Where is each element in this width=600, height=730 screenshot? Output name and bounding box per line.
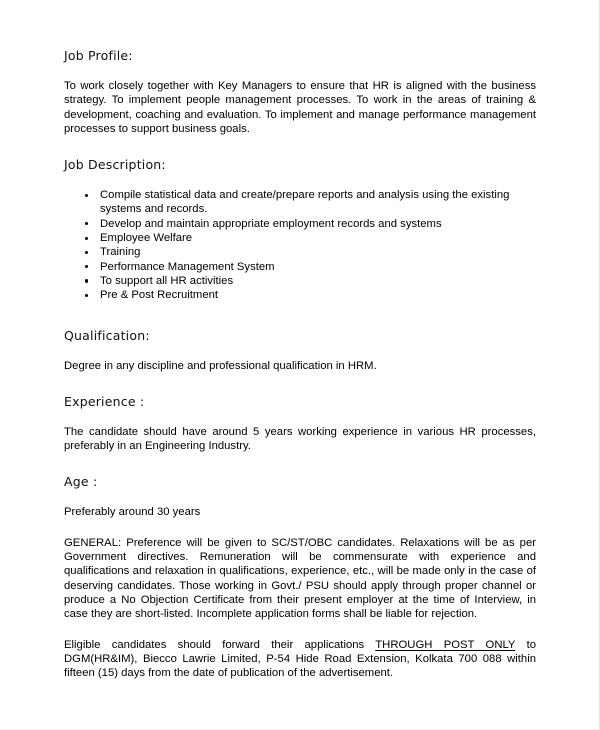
list-item-label: Employee Welfare	[100, 232, 193, 245]
spacer	[64, 489, 536, 505]
qualification-paragraph: Degree in any discipline and professional qualification in HRM.	[64, 359, 377, 372]
list-item-label: Develop and maintain appropriate employment records and systems	[100, 217, 442, 230]
list-item	[64, 260, 536, 274]
spacer	[64, 172, 536, 188]
spacer	[64, 343, 536, 359]
list-item	[64, 245, 536, 259]
spacer	[64, 622, 536, 638]
list-item-label: Training	[100, 246, 141, 259]
age-heading: Age :	[64, 474, 98, 490]
bullet-icon	[85, 251, 88, 254]
spacer	[64, 520, 536, 536]
age-paragraph: Preferably around 30 years	[64, 506, 201, 519]
spacer	[64, 303, 536, 328]
spacer	[64, 63, 536, 79]
list-item	[64, 274, 536, 288]
spacer	[64, 453, 536, 474]
list-item-label: Compile statistical data and create/prepare reports and analysis using the existing systems and records.	[100, 189, 510, 216]
spacer	[64, 373, 536, 394]
application-lead-text: Eligible candidates should forward their applications	[64, 638, 376, 651]
list-item	[64, 188, 536, 217]
bullet-icon	[85, 265, 88, 268]
list-item	[64, 231, 536, 245]
bullet-icon	[85, 194, 88, 197]
qualification-heading: Qualification:	[64, 327, 150, 343]
through-post-only-emphasis: THROUGH POST ONLY	[375, 638, 516, 651]
application-paragraph	[64, 638, 536, 681]
list-item	[64, 288, 536, 302]
list-item	[64, 217, 536, 231]
document-content	[64, 48, 536, 680]
job-profile-heading: Job Profile:	[64, 48, 133, 63]
bullet-icon	[85, 279, 88, 282]
list-item-label: Pre & Post Recruitment	[100, 289, 219, 302]
job-description-heading: Job Description:	[64, 157, 166, 173]
bullet-icon	[85, 294, 88, 297]
list-item-label: To support all HR activities	[100, 274, 234, 287]
job-profile-paragraph: To work closely together with Key Managers to ensure that HR is aligned with the business strategy. To implement people management processes. To work in the areas of training & development, coaching and evaluation. To implement and manage performance management processes to support business goals.	[64, 80, 536, 135]
bullet-icon	[85, 237, 88, 240]
experience-paragraph: The candidate should have around 5 years working experience in various HR processes, preferably in an Engineering Industry.	[64, 425, 536, 453]
spacer	[64, 409, 536, 425]
bullet-icon	[85, 222, 88, 225]
application-trailing-text: to DGM(HR&IM), Biecco Lawrie Limited, P-54 Hide Road Extension, Kolkata 700 088 within fifteen (15) days from the date of publication of the advertisement.	[64, 638, 537, 680]
experience-heading: Experience :	[64, 393, 145, 409]
list-item-label: Performance Management System	[100, 260, 275, 273]
spacer	[64, 136, 536, 157]
job-description-list	[64, 188, 536, 302]
general-paragraph: GENERAL: Preference will be given to SC/ST/OBC candidates. Relaxations will be as per Government directives. Remuneration will be commensurate with experience and qualifications and relaxation in qualifications, experience, etc., will be made only in the case of deserving candidates. Those working in Govt./ PSU should apply through proper channel or produce a No Objection Certificate from their present employer at the time of Interview, in case they are short-listed. Incomplete application forms shall be liable for rejection.	[64, 536, 536, 621]
